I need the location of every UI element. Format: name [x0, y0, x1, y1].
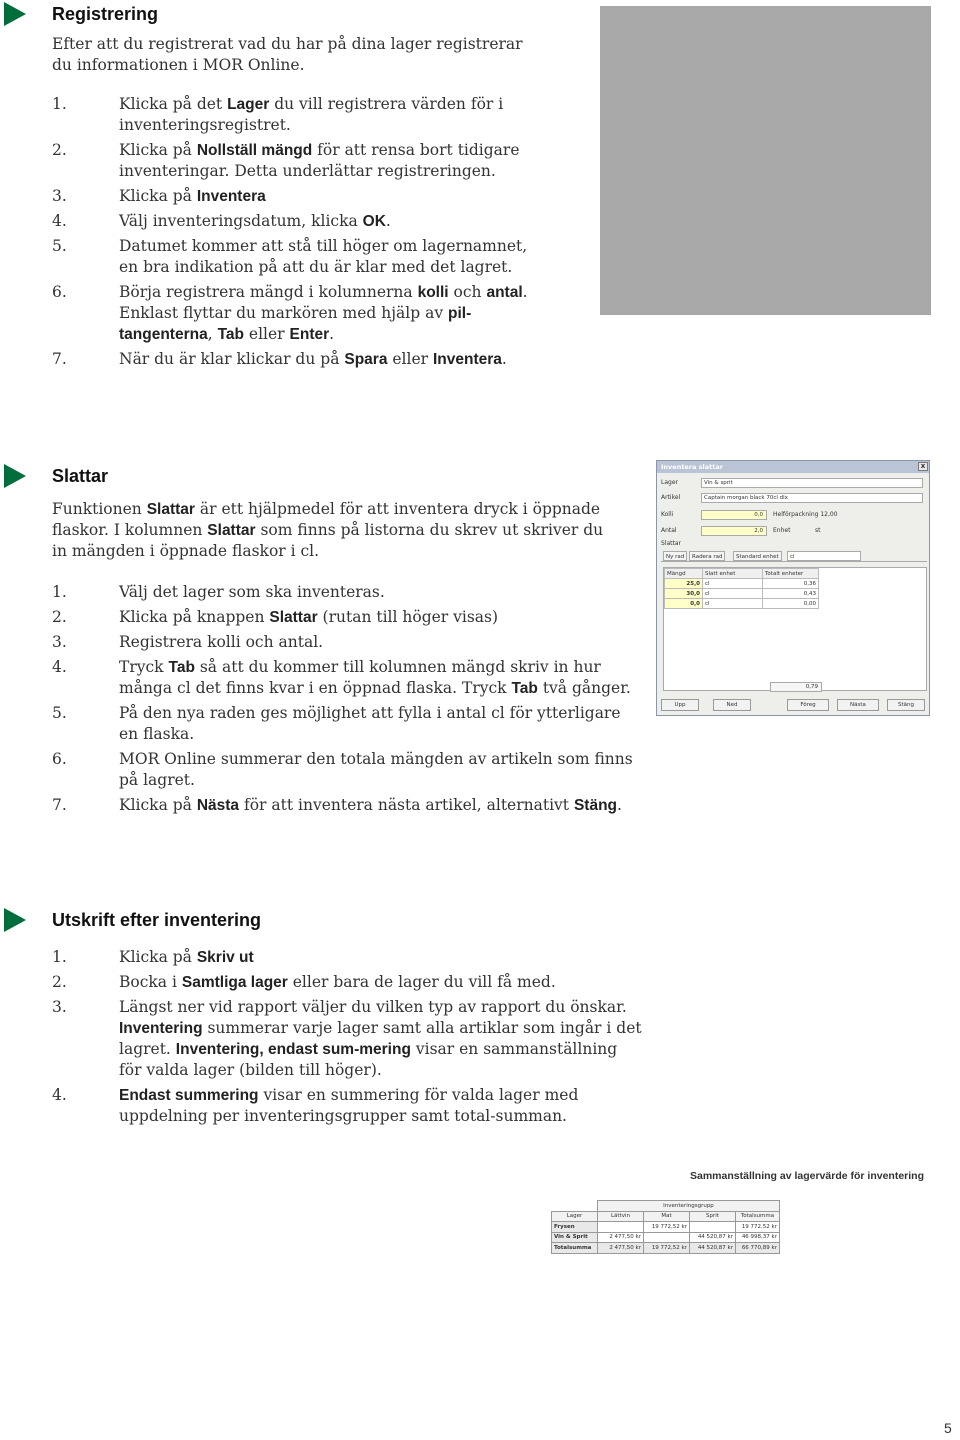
- grid-header: Totalt enheter: [763, 569, 819, 579]
- grid-cell[interactable]: cl: [703, 579, 763, 589]
- step-number: 4.: [52, 212, 67, 230]
- grid-cell[interactable]: cl: [703, 589, 763, 599]
- step-item: 5. Datumet kommer att stå till höger om lagernamnet, en bra indikation på att du är klar med det lagret.: [52, 237, 528, 276]
- report-cell: 66 770,89 kr: [736, 1243, 780, 1254]
- grid-cell: 0,43: [763, 589, 819, 599]
- step-item: 7. Klicka på Nästa för att inventera nästa artikel, alternativt Stäng.: [52, 796, 622, 814]
- artikel-field[interactable]: Captain morgan black 70cl dlx: [701, 493, 923, 503]
- report-group-label: Inventeringsgrupp: [598, 1201, 780, 1212]
- step-item: 4. Tryck Tab så att du kommer till kolumnen mängd skriv in hur många cl det finns kvar i en öppnad flaska. Tryck Tab två gånger.: [52, 658, 631, 697]
- step-number: 5.: [52, 704, 67, 722]
- bold-term: Nollställ mängd: [196, 142, 313, 159]
- report-header: Sprit: [690, 1211, 736, 1222]
- step-item: 1. Klicka på Skriv ut: [52, 948, 254, 966]
- report-cell: 46 998,37 kr: [736, 1232, 780, 1243]
- up-button[interactable]: Upp: [661, 699, 699, 711]
- bold-term: Inventera: [432, 351, 502, 368]
- grid-header: Mängd: [665, 569, 703, 579]
- section-intro-slattar: Funktionen Slattar är ett hjälpmedel för att inventera dryck i öppnade flaskor. I kolumnen Slattar som finns på listorna du skrev ut skriver du in mängden i öppnade flaskor i cl.: [52, 500, 604, 560]
- report-header: Lager: [552, 1211, 598, 1222]
- section-intro-registrering: Efter att du registrerat vad du har på dina lager registrerar du informationen i MOR Online.: [52, 35, 523, 74]
- unit-select[interactable]: cl: [787, 551, 861, 561]
- step-item: 3. Längst ner vid rapport väljer du vilken typ av rapport du önskar. Inventering summerar varje lager samt alla artiklar som ingår i det lagret. Inventering, endast sum-mering visar en sammanställning för valda lager (bilden till höger).: [52, 998, 642, 1079]
- step-item: 1. Välj det lager som ska inventeras.: [52, 583, 385, 601]
- bold-term: antal: [486, 284, 523, 301]
- step-item: 4. Välj inventeringsdatum, klicka OK.: [52, 212, 391, 230]
- new-row-button[interactable]: Ny rad: [663, 551, 687, 561]
- grid-sum: 0,79: [770, 682, 822, 692]
- bold-term: Tab: [511, 680, 538, 697]
- bold-term: Enter: [289, 326, 330, 343]
- report-cell: Vin & Sprit: [552, 1232, 598, 1243]
- step-item: 3. Klicka på Inventera: [52, 187, 266, 205]
- report-cell: [690, 1222, 736, 1233]
- bold-term: Spara: [344, 351, 388, 368]
- step-number: 1.: [52, 95, 67, 113]
- grid-row: [665, 599, 819, 609]
- report-row: [552, 1232, 780, 1243]
- section-arrow-icon: [4, 464, 26, 488]
- step-number: 3.: [52, 998, 67, 1016]
- report-cell: 19 772,52 kr: [644, 1243, 690, 1254]
- slattar-label: Slattar: [661, 540, 682, 547]
- report-cell: 19 772,52 kr: [644, 1222, 690, 1233]
- section-heading-utskrift: Utskrift efter inventering: [52, 910, 262, 930]
- report-cell: 44 520,87 kr: [690, 1243, 736, 1254]
- step-item: 2. Klicka på Nollställ mängd för att rensa bort tidigare inventeringar. Detta underlättar registreringen.: [52, 141, 520, 180]
- report-cell: [598, 1222, 644, 1233]
- grid-row: [665, 579, 819, 589]
- step-number: 3.: [52, 633, 67, 651]
- report-total-row: [552, 1243, 780, 1254]
- step-number: 7.: [52, 796, 67, 814]
- step-number: 4.: [52, 658, 67, 676]
- report-header: Mat: [644, 1211, 690, 1222]
- section-arrow-icon: [4, 2, 26, 26]
- bold-term: Skriv ut: [196, 949, 254, 966]
- step-number: 1.: [52, 948, 67, 966]
- close-button[interactable]: Stäng: [887, 699, 925, 711]
- step-item: 5. På den nya raden ges möjlighet att fylla i antal cl för ytterligare en flaska.: [52, 704, 621, 743]
- antal-input[interactable]: 2,0: [701, 526, 767, 536]
- bold-term: Nästa: [196, 797, 240, 814]
- report-cell: 2 477,50 kr: [598, 1243, 644, 1254]
- bold-term: Slattar: [269, 609, 318, 626]
- report-header: Totalsumma: [736, 1211, 780, 1222]
- bold-term: OK: [362, 213, 386, 230]
- grid-header: Slatt enhet: [703, 569, 763, 579]
- bold-term: Tab: [168, 659, 195, 676]
- bold-term: Tab: [217, 326, 244, 343]
- section-arrow-icon: [4, 908, 26, 932]
- grid-cell[interactable]: 25,0: [665, 579, 703, 589]
- step-item: 3. Registrera kolli och antal.: [52, 633, 324, 651]
- step-item: 2. Klicka på knappen Slattar (rutan till höger visas): [52, 608, 499, 626]
- step-number: 1.: [52, 583, 67, 601]
- lager-field[interactable]: Vin & sprit: [701, 478, 923, 488]
- kolli-input[interactable]: 0,0: [701, 510, 767, 520]
- previous-button[interactable]: Föreg: [787, 699, 829, 711]
- report-cell: 2 477,50 kr: [598, 1232, 644, 1243]
- step-number: 5.: [52, 237, 67, 255]
- report-cell: Frysen: [552, 1222, 598, 1233]
- step-number: 4.: [52, 1086, 67, 1104]
- standard-unit-label: Standard enhet: [733, 551, 782, 561]
- next-button[interactable]: Nästa: [837, 699, 879, 711]
- bold-term: Slattar: [146, 501, 195, 518]
- step-item: 1. Klicka på det Lager du vill registrera värden för i inventeringsregistret.: [52, 95, 504, 134]
- step-number: 2.: [52, 973, 67, 991]
- lager-label: Lager: [661, 479, 678, 486]
- slattar-toolbar: [661, 550, 927, 562]
- step-number: 2.: [52, 141, 67, 159]
- bold-term: Inventering, endast sum-mering: [175, 1041, 411, 1058]
- dialog-title: [657, 461, 929, 473]
- grid-cell[interactable]: cl: [703, 599, 763, 609]
- bold-term: kolli: [417, 284, 449, 301]
- report-cell: [644, 1232, 690, 1243]
- enhet-label: Enhet: [773, 527, 791, 534]
- kolli-label: Kolli: [661, 511, 674, 518]
- step-number: 6.: [52, 750, 67, 768]
- step-number: 6.: [52, 283, 67, 301]
- bold-term: Slattar: [207, 522, 256, 539]
- image-placeholder: [600, 6, 931, 315]
- close-icon[interactable]: x: [918, 462, 928, 471]
- steps-slattar: [52, 582, 642, 820]
- steps-registrering: [52, 94, 542, 374]
- report-title: Sammanställning av lagervärde för inventering: [690, 1170, 924, 1182]
- step-item: 4. Endast summering visar en summering för valda lager med uppdelning per inventeringsgrupper samt total-summan.: [52, 1086, 579, 1125]
- report-cell: 19 772,52 kr: [736, 1222, 780, 1233]
- step-item: 2. Bocka i Samtliga lager eller bara de lager du vill få med.: [52, 973, 556, 991]
- report-header: Lättvin: [598, 1211, 644, 1222]
- page-number: 5: [944, 1420, 952, 1436]
- bold-term: Inventering: [119, 1020, 203, 1037]
- slattar-grid: [663, 567, 927, 691]
- grid-cell: 0,00: [763, 599, 819, 609]
- grid-cell[interactable]: 0,0: [665, 599, 703, 609]
- bold-term: Endast summering: [119, 1087, 259, 1104]
- report-cell: Totalsumma: [552, 1243, 598, 1254]
- steps-utskrift: [52, 947, 642, 1131]
- step-item: 6. Börja registrera mängd i kolumnerna kolli och antal. Enklast flyttar du markören med hjälp av pil-tangenterna, Tab eller Enter.: [52, 283, 528, 343]
- bold-term: Lager: [227, 96, 270, 113]
- bold-term: Inventera: [196, 188, 266, 205]
- step-number: 2.: [52, 608, 67, 626]
- kolli-info: Helförpackning 12,00: [773, 511, 838, 518]
- grid-cell[interactable]: 30,0: [665, 589, 703, 599]
- report-table: [551, 1200, 780, 1254]
- antal-label: Antal: [661, 527, 677, 534]
- step-number: 3.: [52, 187, 67, 205]
- dialog-button-bar: [657, 697, 929, 713]
- report-cell: 44 520,87 kr: [690, 1232, 736, 1243]
- bold-term: pil-tangenterna: [119, 305, 472, 343]
- bold-term: Stäng: [573, 797, 618, 814]
- enhet-value: st: [815, 527, 821, 534]
- grid-cell: 0,36: [763, 579, 819, 589]
- dialog-title-text: Inventera slattar: [661, 463, 723, 471]
- delete-row-button[interactable]: Radera rad: [689, 551, 725, 561]
- artikel-label: Artikel: [661, 494, 681, 501]
- section-heading-slattar: Slattar: [52, 466, 109, 486]
- down-button[interactable]: Ned: [713, 699, 751, 711]
- slattar-dialog: [656, 460, 930, 716]
- step-item: 7. När du är klar klickar du på Spara eller Inventera.: [52, 350, 507, 368]
- grid-row: [665, 589, 819, 599]
- step-number: 7.: [52, 350, 67, 368]
- step-item: 6. MOR Online summerar den totala mängden av artikeln som finns på lagret.: [52, 750, 633, 789]
- section-heading-registrering: Registrering: [52, 4, 159, 24]
- bold-term: Samtliga lager: [181, 974, 288, 991]
- report-row: [552, 1222, 780, 1233]
